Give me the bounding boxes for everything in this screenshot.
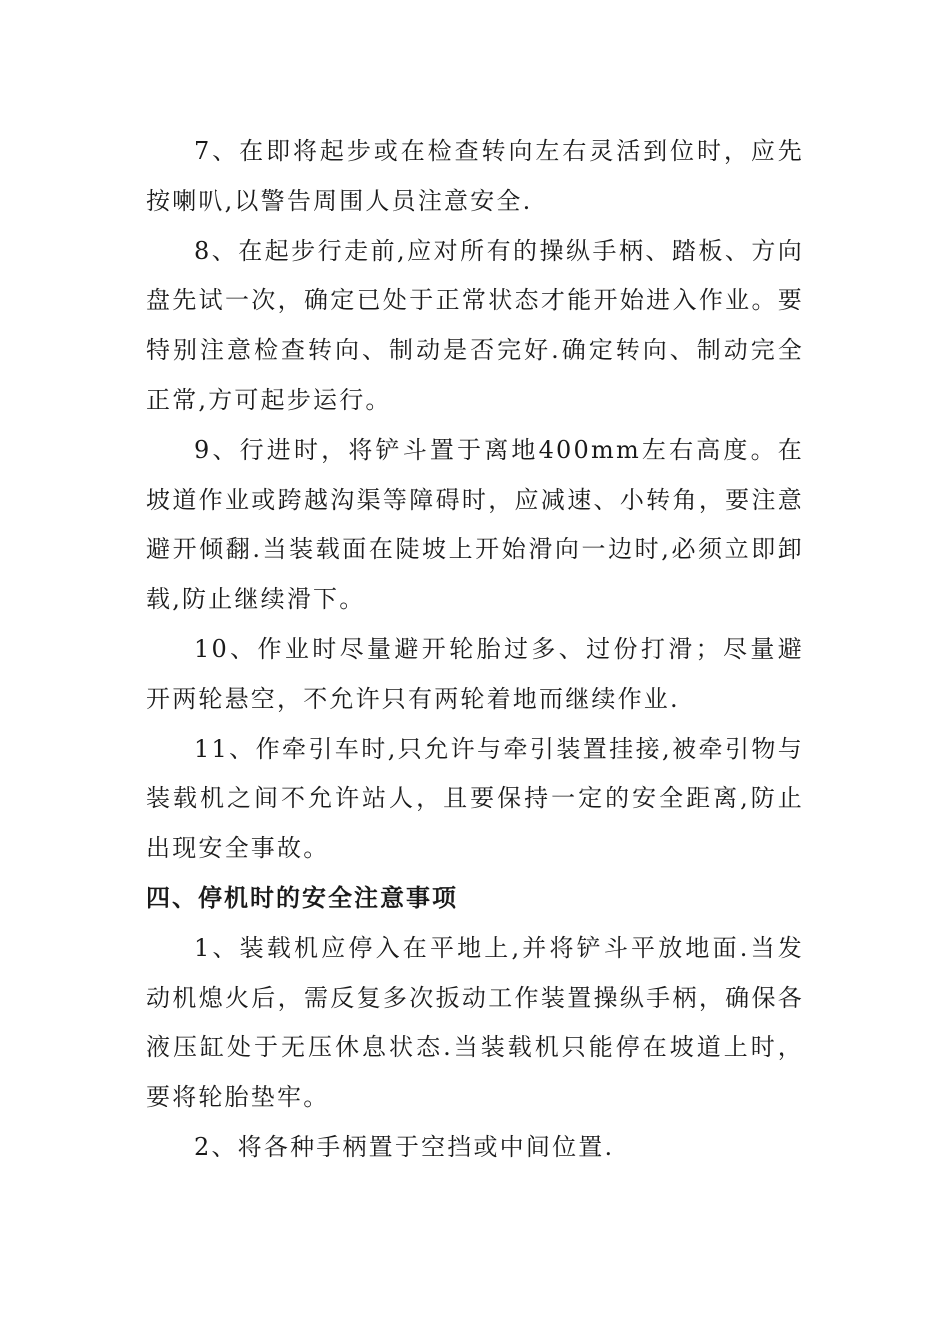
paragraph-item-11: 11、作牵引车时,只允许与牵引装置挂接,被牵引物与装载机之间不允许站人，且要保持一定的安全距离,防止出现安全事故。 (146, 734, 804, 863)
paragraph-shutdown-1: 1、装载机应停入在平地上,并将铲斗平放地面.当发动机熄火后，需反复多次扳动工作装置操纵手柄，确保各液压缸处于无压休息状态.当装载机只能停在坡道上时，要将轮胎垫牢。 (146, 933, 804, 1112)
section-heading: 四、停机时的安全注意事项 (146, 883, 458, 912)
document-page (146, 127, 804, 1173)
paragraph-shutdown-2: 2、将各种手柄置于空挡或中间位置. (194, 1132, 615, 1161)
paragraph-item-10: 10、作业时尽量避开轮胎过多、过份打滑；尽量避开两轮悬空，不允许只有两轮着地而继续作业. (146, 634, 804, 713)
paragraph-item-8: 8、在起步行走前,应对所有的操纵手柄、踏板、方向盘先试一次，确定已处于正常状态才能开始进入作业。要特别注意检查转向、制动是否完好.确定转向、制动完全正常,方可起步运行。 (146, 236, 804, 414)
paragraph-item-9: 9、行进时，将铲斗置于离地400mm左右高度。在坡道作业或跨越沟渠等障碍时，应减速、小转角，要注意避开倾翻.当装载面在陡坡上开始滑向一边时,必须立即卸载,防止继续滑下。 (146, 435, 804, 614)
paragraph-item-7: 7、在即将起步或在检查转向左右灵活到位时，应先按喇叭,以警告周围人员注意安全. (146, 137, 804, 215)
